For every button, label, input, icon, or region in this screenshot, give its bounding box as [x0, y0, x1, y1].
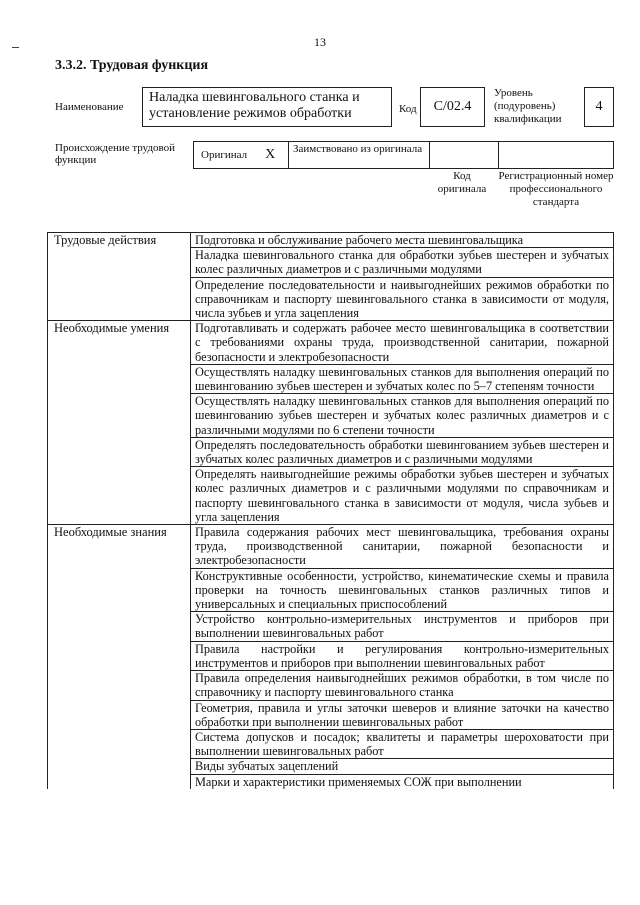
- registration-number-caption: Регистрационный номер профессионального стандарта: [498, 170, 614, 208]
- list-item: Правила настройки и регулирования контрольно-измерительных инструментов и приборов при выполнении шевинговальных работ: [191, 641, 614, 670]
- list-item: Геометрия, правила и углы заточки шеверов и влияние заточки на качество обработки при выполнении шевинговальных работ: [191, 700, 614, 729]
- category-required-skills: Необходимые умения: [48, 321, 191, 525]
- original-code-caption: Код оригинала: [437, 170, 487, 195]
- category-labor-actions: Трудовые действия: [48, 233, 191, 321]
- function-content-table: [47, 232, 614, 789]
- list-item: Правила содержания рабочих мест шевинговальщика, требования охраны труда, производственной санитарии, пожарной безопасности и электробезопасности: [191, 525, 614, 569]
- original-label: Оригинал: [201, 149, 248, 161]
- list-item: Марки и характеристики применяемых СОЖ при выполнении: [191, 774, 614, 789]
- table-row: [48, 233, 614, 248]
- borrowed-cell: Заимствовано из оригинала: [288, 141, 430, 169]
- list-item: Подготовка и обслуживание рабочего места шевинговальщика: [191, 233, 614, 248]
- original-code-cell: [429, 141, 499, 169]
- list-item: Правила определения наивыгоднейших режимов обработки, в том числе по справочнику и паспорту шевинговального станка: [191, 671, 614, 700]
- list-item: Осуществлять наладку шевинговальных станков для выполнения операций по шевингованию зубьев шестерен и зубчатых колес по 5–7 степеням точности: [191, 364, 614, 393]
- list-item: Система допусков и посадок; квалитеты и параметры шероховатости при выполнении шевинговальных работ: [191, 729, 614, 758]
- section-title: 3.3.2. Трудовая функция: [55, 58, 209, 73]
- function-name-box: Наладка шевинговального станка и установление режимов обработки: [142, 87, 392, 127]
- list-item: Устройство контрольно-измерительных инструментов и приборов при выполнении шевинговальных работ: [191, 612, 614, 641]
- qualification-level-box: 4: [584, 87, 614, 127]
- table-row: [48, 525, 614, 569]
- list-item: Осуществлять наладку шевинговальных станков для выполнения операций по шевингованию зубьев шестерен и зубчатых колес различных диаметров и с различными модулями по 6 степени точности: [191, 394, 614, 438]
- registration-number-cell: [498, 141, 614, 169]
- original-cell: [193, 141, 289, 169]
- list-item: Определение последовательности и наивыгоднейших режимов обработки по справочникам и паспорту шевинговального станка в зависимости от модуля, числа зубьев и угла зацепления: [191, 277, 614, 321]
- name-label: Наименование: [55, 101, 124, 113]
- origin-label: Происхождение трудовой функции: [55, 142, 176, 166]
- table-row: [48, 321, 614, 365]
- list-item: Конструктивные особенности, устройство, кинематические схемы и правила проверки на точность шевинговальных станков различных типов и универсальных и специальных приспособлений: [191, 568, 614, 612]
- page-number: 13: [314, 35, 326, 49]
- code-label: Код: [399, 103, 417, 115]
- list-item: Виды зубчатых зацеплений: [191, 759, 614, 774]
- qualification-level-label: Уровень (подуровень) квалификации: [494, 87, 562, 125]
- origin-table: [193, 141, 614, 169]
- list-item: Определять наивыгоднейшие режимы обработки зубьев шестерен и зубчатых колес различных диаметров и с различными модулями по справочникам и паспорту шевинговального станка в зависимости от модуля, числа зубьев и угла зацепления: [191, 467, 614, 525]
- margin-mark: [12, 47, 19, 48]
- list-item: Подготавливать и содержать рабочее место шевинговальщика в соответствии с требованиями охраны труда, производственной санитарии, пожарной безопасности и электробезопасности: [191, 321, 614, 365]
- function-code-box: C/02.4: [420, 87, 485, 127]
- category-required-knowledge: Необходимые знания: [48, 525, 191, 789]
- original-mark: X: [265, 147, 276, 162]
- list-item: Определять последовательность обработки шевингованием зубьев шестерен и зубчатых колес различных диаметров и с различными модулями: [191, 437, 614, 466]
- list-item: Наладка шевинговального станка для обработки зубьев шестерен и зубчатых колес различных диаметров и с различными модулями: [191, 248, 614, 277]
